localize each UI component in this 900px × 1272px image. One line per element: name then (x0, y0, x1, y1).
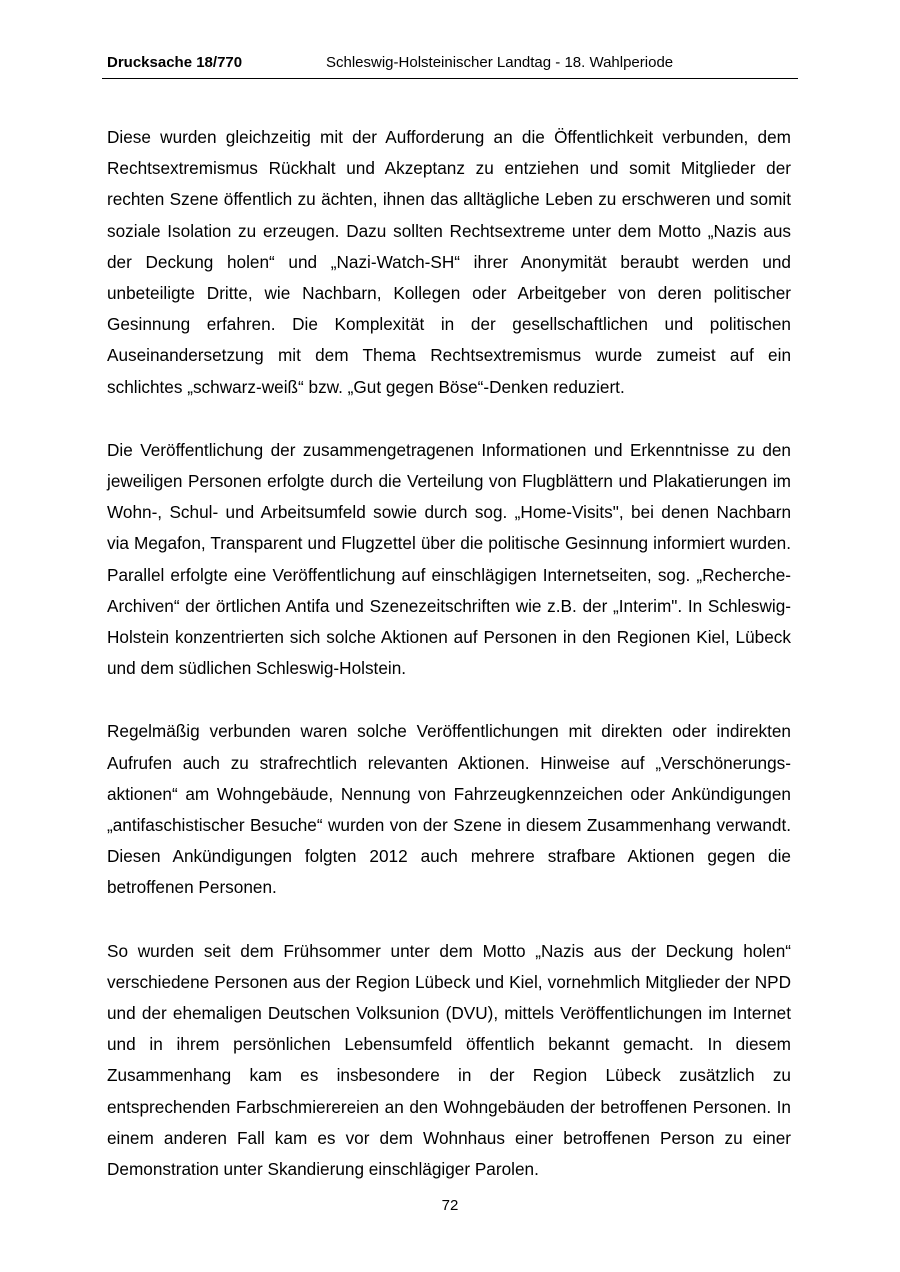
paragraph: So wurden seit dem Frühsommer unter dem Motto „Nazis aus der Deckung holen“ verschiedene Personen aus der Region Lübeck und Kiel, vornehmlich Mitglieder der NPD und der ehemaligen Deutschen Volksunion (DVU), mittels Veröffentlichungen im Internet und in ihrem persönlichen Lebensumfeld öffentlich bekannt gemacht. In diesem Zusammenhang kam es insbesondere in der Region Lübeck zusätzlich zu entsprechenden Farbschmierereien an den Wohngebäuden der betroffenen Personen. In einem anderen Fall kam es vor dem Wohnhaus einer betroffenen Person zu einer Demonstration unter Skandierung einschlägiger Parolen. (107, 940, 791, 1180)
page-number: 72 (441, 1197, 459, 1214)
paragraph: Die Veröffentlichung der zusammengetragenen Informationen und Erkenntnisse zu den jeweiligen Personen erfolgte durch die Verteilung von Flugblättern und Plakatierungen im Wohn-, Schul- und Arbeitsumfeld sowie durch sog. „Home-Visits", bei denen Nachbarn via Megafon, Transparent und Flugzettel über die politische Gesinnung informiert wurden. Parallel erfolgte eine Veröffentlichung auf einschlägigen Internetseiten, sog. „Recherche-Archiven“ der örtlichen Antifa und Szenezeitschriften wie z.B. der „Interim". In Schleswig-Holstein konzentrierten sich solche Aktionen auf Personen in den Regionen Kiel, Lübeck und dem südlichen Schleswig-Holstein. (107, 439, 791, 679)
header-title: Schleswig-Holsteinischer Landtag - 18. Wahlperiode (326, 54, 674, 71)
body-text (107, 122, 791, 1217)
paragraph: Regelmäßig verbunden waren solche Veröffentlichungen mit direkten oder indirekten Aufrufen auch zu strafrechtlich relevanten Aktionen. Hinweise auf „Verschönerungsaktionen“ am Wohngebäude, Nennung von Fahrzeugkennzeichen oder Ankündigungen „antifaschistischer Besuche“ wurden von der Szene in diesem Zusammenhang verwandt. Diesen Ankündigungen folgten 2012 auch mehrere strafbare Aktionen gegen die betroffenen Personen. (107, 721, 791, 898)
page-header (102, 52, 798, 79)
document-number: Drucksache 18/770 (107, 54, 243, 71)
paragraph: Diese wurden gleichzeitig mit der Aufforderung an die Öffentlichkeit verbunden, dem Rechtsextremismus Rückhalt und Akzeptanz zu entziehen und somit Mitglieder der rechten Szene öffentlich zu ächten, ihnen das alltägliche Leben zu erschweren und somit soziale Isolation zu erzeugen. Dazu sollten Rechtsextreme unter dem Motto „Nazis aus der Deckung holen“ und „Nazi-Watch-SH“ ihrer Anonymität beraubt werden und unbeteiligte Dritte, wie Nachbarn, Kollegen oder Arbeitgeber von deren politischer Gesinnung erfahren. Die Komplexität in der gesellschaftlichen und politischen Auseinandersetzung mit dem Thema Rechtsextremismus wurde zumeist auf ein schlichtes „schwarz-weiß“ bzw. „Gut gegen Böse“-Denken reduziert. (107, 127, 791, 397)
